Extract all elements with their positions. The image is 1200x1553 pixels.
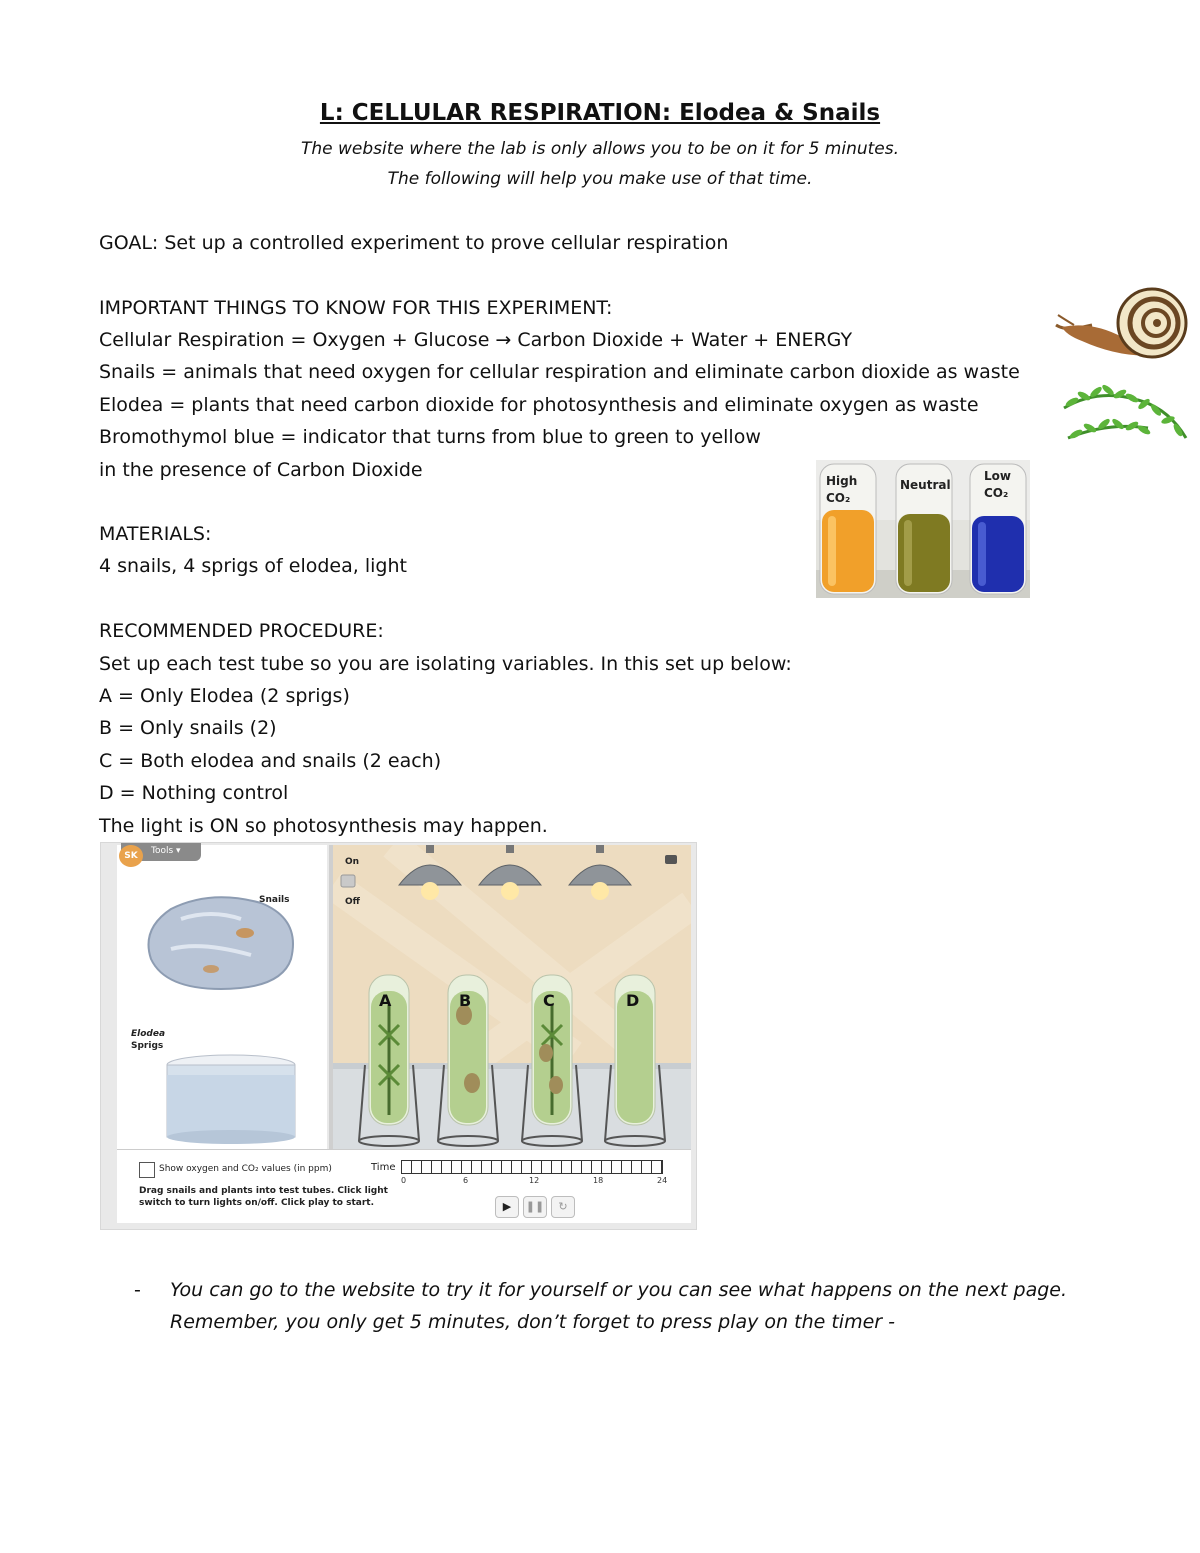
goal-text: GOAL: Set up a controlled experiment to prove cellular respiration (99, 232, 729, 254)
elodea-illustration (1058, 368, 1190, 452)
photo-label-co2: CO₂ (984, 486, 1009, 500)
note-line-1: You can go to the website to try it for yourself or you can see what happens on the next page. (170, 1279, 1067, 1301)
important-line: Cellular Respiration = Oxygen + Glucose → Carbon Dioxide + Water + ENERGY (99, 329, 853, 351)
materials-panel (117, 845, 327, 1149)
tools-badge: SK (119, 845, 143, 867)
tube-label-c: C (543, 991, 555, 1010)
sprigs-label: Sprigs (131, 1041, 164, 1051)
page-title: L: CELLULAR RESPIRATION: Elodea & Snails (319, 100, 881, 126)
procedure-heading: RECOMMENDED PROCEDURE: (99, 620, 384, 642)
snails-label: Snails (259, 895, 290, 905)
snail-illustration (1052, 285, 1192, 375)
photo-label-co2: CO₂ (826, 491, 851, 505)
subtitle-line-2: The following will help you make use of that time. (387, 169, 813, 189)
simulation-screenshot (100, 842, 697, 1230)
time-tick: 6 (463, 1176, 469, 1185)
switch-on-label: On (345, 857, 360, 867)
note-dash: - (134, 1279, 141, 1301)
play-button[interactable]: ▶ (495, 1196, 519, 1218)
time-bar (401, 1160, 663, 1174)
important-line: Bromothymol blue = indicator that turns from blue to green to yellow (99, 426, 761, 448)
photo-label-high: High (826, 474, 858, 488)
time-tick: 18 (593, 1176, 604, 1185)
reset-button[interactable]: ↻ (551, 1196, 575, 1218)
checkbox-label: Show oxygen and CO₂ values (in ppm) (159, 1164, 332, 1174)
procedure-line: Set up each test tube so you are isolating variables. In this set up below: (99, 653, 792, 675)
procedure-line: B = Only snails (2) (99, 717, 277, 739)
control-panel (117, 1149, 691, 1223)
time-label: Time (371, 1162, 396, 1173)
subtitle-line-1: The website where the lab is only allows you to be on it for 5 minutes. (300, 139, 900, 159)
photo-label-low: Low (984, 469, 1011, 483)
materials-heading: MATERIALS: (99, 523, 212, 545)
photo-label-neutral: Neutral (900, 478, 951, 492)
instructions-line-1: Drag snails and plants into test tubes. Click light (139, 1186, 388, 1196)
tube-label-a: A (379, 991, 392, 1010)
time-tick: 12 (529, 1176, 540, 1185)
important-line: Snails = animals that need oxygen for cellular respiration and eliminate carbon dioxide as waste (99, 361, 1020, 383)
pause-button[interactable]: ❚❚ (523, 1196, 547, 1218)
time-tick: 0 (401, 1176, 407, 1185)
tools-label: Tools (151, 846, 174, 856)
indicator-tubes-photo (816, 460, 1030, 598)
tube-label-b: B (459, 991, 472, 1010)
elodea-label: Elodea (131, 1029, 166, 1039)
time-tick: 24 (657, 1176, 668, 1185)
important-line: Elodea = plants that need carbon dioxide for photosynthesis and eliminate oxygen as waste (99, 394, 979, 416)
procedure-line: The light is ON so photosynthesis may happen. (99, 815, 548, 837)
tools-menu[interactable]: Tools ▾ (121, 843, 201, 861)
procedure-line: D = Nothing control (99, 782, 289, 804)
materials-text: 4 snails, 4 sprigs of elodea, light (99, 555, 407, 577)
tube-label-d: D (626, 991, 640, 1010)
procedure-line: A = Only Elodea (2 sprigs) (99, 685, 350, 707)
procedure-line: C = Both elodea and snails (2 each) (99, 750, 442, 772)
note-line-2: Remember, you only get 5 minutes, don’t forget to press play on the timer - (170, 1311, 895, 1333)
elodea-beaker[interactable] (165, 1053, 297, 1145)
experiment-stage (333, 845, 691, 1149)
switch-off-label: Off (345, 897, 360, 907)
instructions-line-2: switch to turn lights on/off. Click play to start. (139, 1198, 375, 1208)
show-values-checkbox[interactable] (139, 1162, 155, 1178)
important-line: in the presence of Carbon Dioxide (99, 459, 423, 481)
important-heading: IMPORTANT THINGS TO KNOW FOR THIS EXPERIMENT: (99, 297, 613, 319)
